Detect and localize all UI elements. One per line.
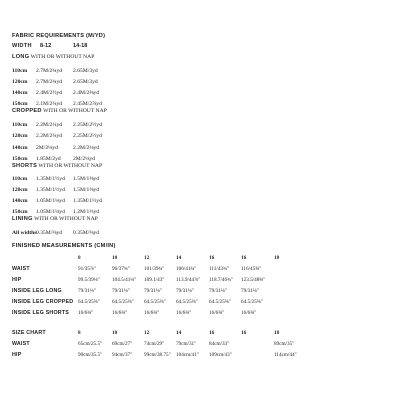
- fabric-yardage-8-12: 2.2M/2¼yd: [36, 122, 63, 128]
- fabric-yardage-14-18: 1.2M/1⅓yd: [73, 209, 100, 215]
- fabric-yardage-8-12: 0.35M/⅜yd: [36, 230, 63, 236]
- size-header-cell: 16: [209, 255, 215, 261]
- fabric-yardage-8-12: 2.7M/2¾yd: [36, 68, 63, 74]
- size-chart-value: 99cm/38.75": [144, 352, 171, 358]
- fabric-width: 150cm: [12, 156, 28, 162]
- fabric-section-heading: [12, 107, 107, 116]
- size-chart-value: 74cm/29": [144, 341, 165, 347]
- measurement-label: INSIDE LEG LONG: [12, 288, 62, 294]
- size-header-cell: 10: [112, 330, 118, 336]
- measurement-row: [12, 308, 382, 318]
- measurement-value: 64.5/25⅜": [78, 299, 100, 305]
- size-header-cell: 18: [274, 330, 280, 336]
- measurement-label: WAIST: [12, 266, 30, 272]
- fabric-width: 140cm: [12, 198, 28, 204]
- measurement-value: 79/31⅛": [112, 288, 130, 294]
- fabric-section-heading: [12, 162, 102, 171]
- measurement-value: 16/6⅜": [112, 310, 128, 316]
- size-chart-value: 69cm/27": [112, 341, 133, 347]
- measurement-value: 16/6⅜": [209, 310, 225, 316]
- fabric-width: 150cm: [12, 101, 28, 107]
- size-chart-value: 89cm/35": [274, 341, 295, 347]
- size-header-cell: 14: [176, 330, 182, 336]
- size-chart-label: HIP: [12, 352, 22, 358]
- measurement-value: 64.5/25⅜": [112, 299, 134, 305]
- size-header-cell: 16: [209, 330, 215, 336]
- measurement-value: 79/31⅛": [176, 288, 194, 294]
- fabric-yardage-14-18: 1.5M/1⅝yd: [73, 176, 100, 182]
- fabric-yardage-8-12: 1.85M/2yd: [36, 156, 61, 162]
- measurement-value: 16/6⅜": [144, 310, 160, 316]
- fabric-yardage-14-18: 2.25M/2½yd: [73, 122, 102, 128]
- fabric-yardage-14-18: 2.2M/2⅛yd: [73, 145, 100, 151]
- fabric-yardage-14-18: 2M/2⅛yd: [73, 156, 95, 162]
- fabric-section-heading: [12, 53, 94, 62]
- fabric-width: 110cm: [12, 176, 28, 182]
- measurement-value: 79/31⅛": [241, 288, 259, 294]
- measurement-row: [12, 275, 382, 285]
- size-header-cell: 16: [241, 330, 247, 336]
- fabric-width: 120cm: [12, 79, 28, 85]
- fabric-yardage-14-18: 1.5M/1⅝yd: [73, 187, 100, 193]
- fabric-width: 140cm: [12, 145, 28, 151]
- size-range-14-18: 14-18: [73, 43, 88, 49]
- size-chart-value: 94cm/37": [112, 352, 133, 358]
- measurement-value: 91/35⅞": [78, 266, 96, 272]
- fabric-yardage-14-18: 0.35M/⅜yd: [73, 230, 100, 236]
- finished-measurements-title: FINISHED MEASUREMENTS (CM/IN): [12, 243, 116, 249]
- fabric-yardage-8-12: 2.2M/2¼yd: [36, 133, 63, 139]
- size-header-cell: 14: [176, 255, 182, 261]
- fabric-yardage-8-12: 1.35M/1½yd: [36, 176, 65, 182]
- size-header-cell: 8: [78, 330, 81, 336]
- size-range-8-12: 8-12: [40, 43, 52, 49]
- measurement-label: INSIDE LEG SHORTS: [12, 310, 69, 316]
- measurement-value: 111/43¾": [209, 266, 230, 272]
- size-header-cell: 12: [144, 255, 150, 261]
- measurement-value: 104.5/41⅛": [112, 277, 137, 283]
- measurement-value: 123.5/48⅝": [241, 277, 266, 283]
- measurement-value: 79/31⅛": [209, 288, 227, 294]
- measurement-value: 113.9/44⅞": [176, 277, 201, 283]
- fabric-requirements-title: FABRIC REQUIREMENTS (M/YD): [12, 33, 106, 39]
- measurement-row: [12, 286, 382, 296]
- size-chart-value: 109cm/43": [209, 352, 232, 358]
- fabric-width: 120cm: [12, 133, 28, 139]
- measurement-value: 64.5/25⅜": [176, 299, 198, 305]
- size-chart-row: [12, 339, 382, 349]
- fabric-width: 120cm: [12, 187, 28, 193]
- fabric-section-name: SHORTS: [12, 163, 38, 169]
- fabric-section-qualifier: WITH OR WITHOUT NAP: [30, 54, 95, 60]
- measurement-value: 101/39¾": [144, 266, 165, 272]
- fabric-width: 140cm: [12, 90, 28, 96]
- fabric-yardage-14-18: 2.45M/2⅞yd: [73, 101, 102, 107]
- fabric-yardage-14-18: 2.4M/2⅝yd: [73, 90, 100, 96]
- fabric-yardage-8-12: 2.7M/2¾yd: [36, 79, 63, 85]
- size-chart-value: 114cm/44": [274, 352, 297, 358]
- fabric-yardage-8-12: 2.1M/2¼yd: [36, 101, 63, 107]
- measurement-value: 79/31⅛": [78, 288, 96, 294]
- fabric-width: All widths: [12, 230, 37, 236]
- measurement-value: 118.7/46¾": [209, 277, 234, 283]
- size-header-cell: 12: [144, 330, 150, 336]
- size-chart-title: SIZE CHART: [12, 330, 46, 336]
- fabric-section-name: LONG: [12, 54, 30, 60]
- fabric-yardage-14-18: 2.65M/3yd: [73, 68, 98, 74]
- fabric-yardage-8-12: 1.35M/1½yd: [36, 187, 65, 193]
- size-header-cell: 16: [241, 255, 247, 261]
- size-header-cell: 10: [112, 255, 118, 261]
- fabric-yardage-14-18: 2.65M/3yd: [73, 79, 98, 85]
- measurement-label: INSIDE LEG CROPPED: [12, 299, 74, 305]
- measurement-value: 16/6⅜": [176, 310, 192, 316]
- fabric-section-qualifier: WITH OR WITHOUT NAP: [43, 108, 107, 114]
- fabric-yardage-8-12: 1.05M/1⅛yd: [36, 198, 65, 204]
- measurement-value: 79/31⅛": [144, 288, 162, 294]
- measurement-value: 99.5/39⅛": [78, 277, 100, 283]
- fabric-width: 110cm: [12, 68, 28, 74]
- measurement-value: 64.5/25⅜": [144, 299, 166, 305]
- fabric-section-qualifier: WITH OR WITHOUT NAP: [38, 163, 103, 169]
- size-chart-value: 104cm/41": [176, 352, 199, 358]
- measurement-row: [12, 297, 382, 307]
- measurements-size-header: [12, 253, 382, 263]
- measurement-value: 16/6⅜": [78, 310, 94, 316]
- fabric-yardage-8-12: 2M/2⅛yd: [36, 145, 58, 151]
- fabric-section-name: CROPPED: [12, 108, 42, 114]
- measurement-label: HIP: [12, 277, 22, 283]
- size-chart-label: WAIST: [12, 341, 30, 347]
- fabric-section-name: LINING: [12, 216, 33, 222]
- size-chart-value: 84cm/33": [209, 341, 230, 347]
- size-chart-value: 65cm/25.5": [78, 341, 103, 347]
- measurement-value: 96/37¾": [112, 266, 130, 272]
- fabric-section-qualifier: WITH OR WITHOUT NAP: [34, 216, 98, 222]
- fabric-yardage-8-12: 2.4M/2½yd: [36, 90, 63, 96]
- size-header-cell: 18: [274, 255, 280, 261]
- size-header-cell: 8: [78, 255, 81, 261]
- measurement-value: 116/45⅝": [241, 266, 262, 272]
- fabric-section-heading: [12, 215, 98, 224]
- fabric-yardage-14-18: 2.25M/2½yd: [73, 133, 102, 139]
- measurement-value: 109.1/43": [144, 277, 165, 283]
- measurement-row: [12, 264, 382, 274]
- measurement-value: 64.5/25⅜": [241, 299, 263, 305]
- width-label: WIDTH: [12, 43, 32, 49]
- size-chart-header: [12, 328, 382, 338]
- measurement-value: 106/41¾": [176, 266, 197, 272]
- measurement-value: 64.5/25⅜": [209, 299, 231, 305]
- size-chart-value: 90cm/35.5": [78, 352, 103, 358]
- fabric-yardage-8-12: 1.05M/1⅛yd: [36, 209, 65, 215]
- measurement-value: 16/6⅜": [241, 310, 257, 316]
- fabric-yardage-14-18: 1.35M/1½yd: [73, 198, 102, 204]
- fabric-width: 150cm: [12, 209, 28, 215]
- fabric-width: 110cm: [12, 122, 28, 128]
- size-chart-value: 79cm/31": [176, 341, 197, 347]
- size-chart-row: [12, 350, 382, 360]
